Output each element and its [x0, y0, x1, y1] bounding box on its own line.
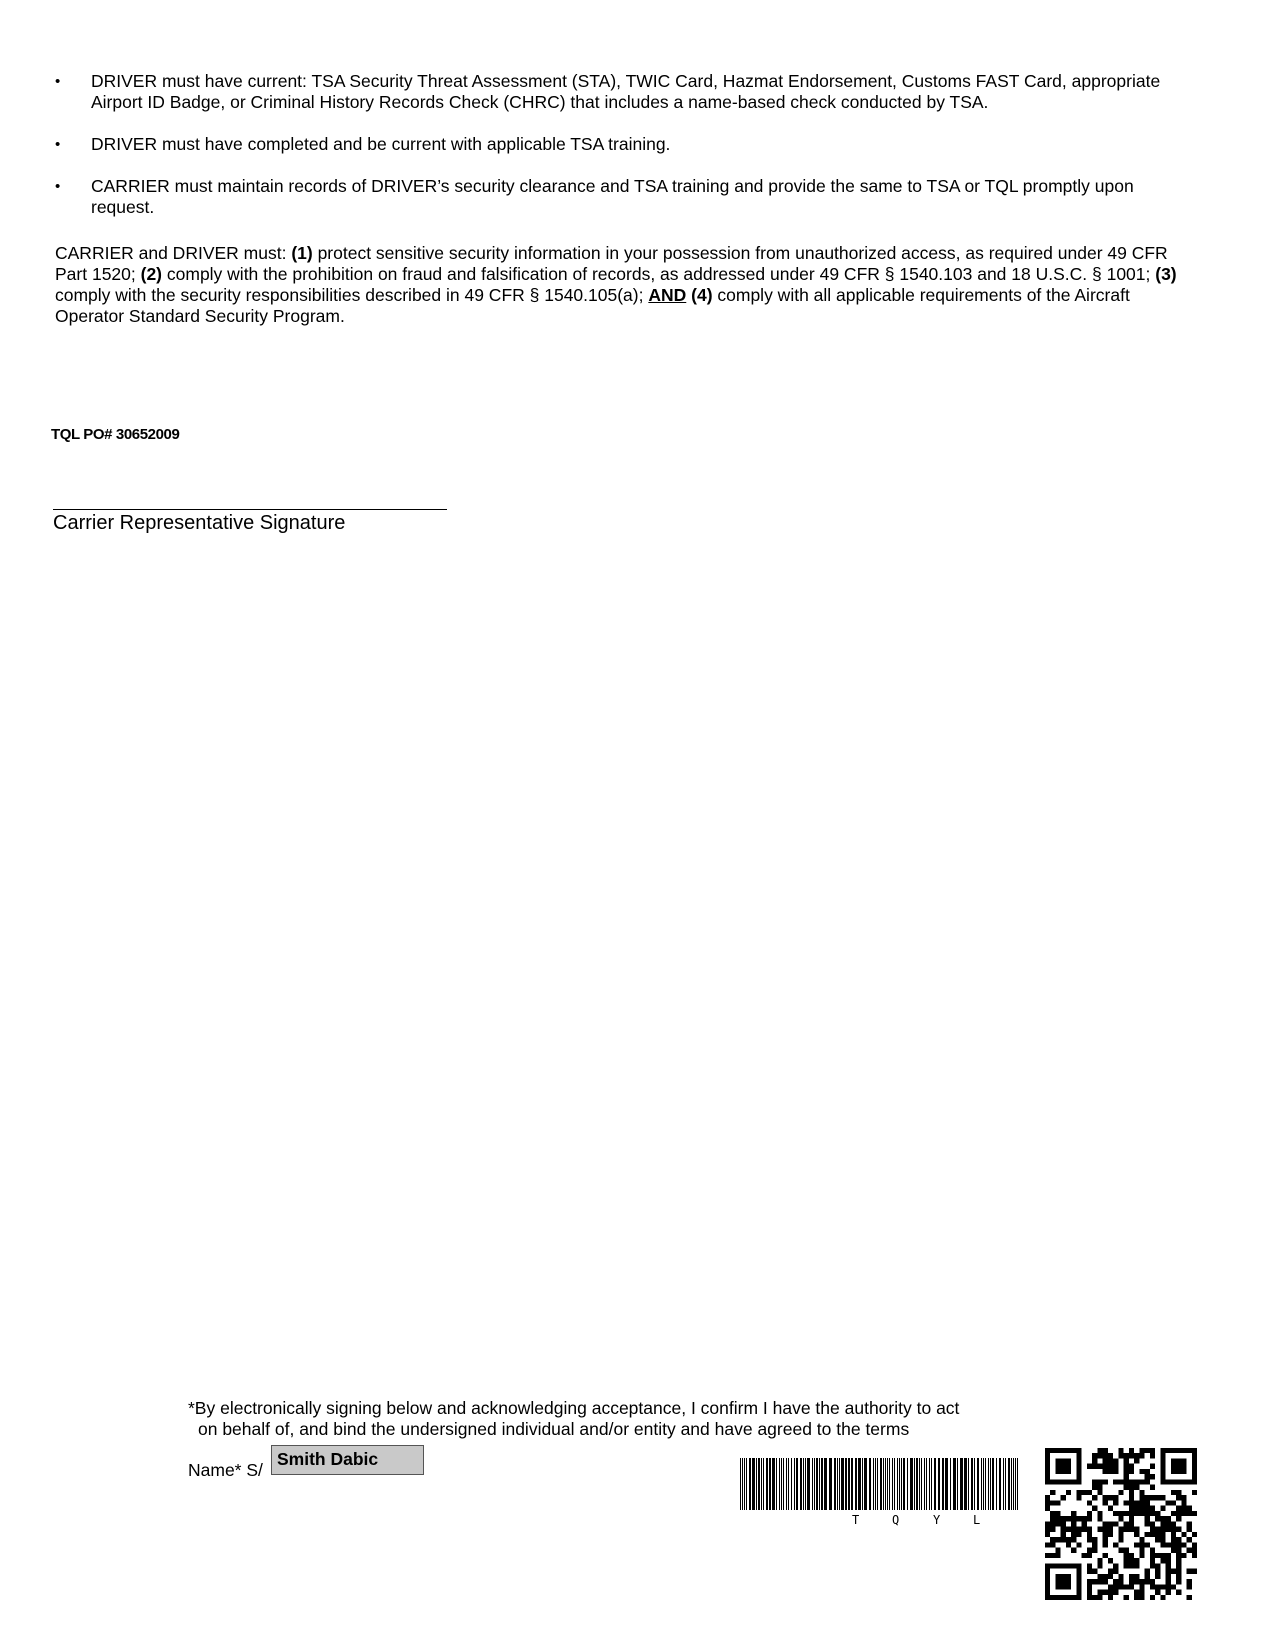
- acknowledgement-line-2: on behalf of, and bind the undersigned individual and/or entity and have agreed to the terms: [198, 1419, 910, 1439]
- barcode-letter: Q: [892, 1513, 900, 1527]
- obligation-text: protect sensitive security information in your possession from unauthorized access, as required under 49 CFR Part 1520;: [55, 243, 1168, 284]
- barcode-letter: L: [973, 1513, 981, 1527]
- barcode-caption: [740, 1513, 1020, 1529]
- requirement-records: [55, 176, 1185, 218]
- bullet-glyph: •: [55, 136, 61, 153]
- item-number: (4): [691, 285, 713, 305]
- barcode-letter: T: [852, 1513, 860, 1527]
- obligation-text: comply with all applicable requirements of the Aircraft Operator Standard Security Program.: [55, 285, 1130, 326]
- barcode-letter: Y: [933, 1513, 941, 1527]
- bullet-glyph: •: [55, 178, 61, 195]
- name-field[interactable]: Smith Dabic: [271, 1445, 424, 1475]
- obligations-paragraph: [55, 243, 1185, 327]
- acknowledgement-line-1: *By electronically signing below and acknowledging acceptance, I confirm I have the authority to act: [188, 1398, 960, 1418]
- signature-line[interactable]: [53, 509, 447, 510]
- acknowledgement-text: [188, 1398, 1038, 1440]
- and-emphasis: AND: [648, 285, 687, 305]
- requirement-text: DRIVER must have completed and be current with applicable TSA training.: [91, 134, 671, 154]
- requirement-training: [55, 134, 1185, 155]
- requirement-sta: [55, 71, 1185, 113]
- bullet-glyph: •: [55, 73, 61, 90]
- barcode-image: [740, 1458, 1020, 1516]
- obligations-intro: CARRIER and DRIVER must:: [55, 243, 292, 263]
- obligation-text: comply with the security responsibilities described in 49 CFR § 1540.105(a);: [55, 285, 649, 305]
- item-number: (2): [140, 264, 163, 284]
- name-field-label: Name* S/: [188, 1460, 263, 1480]
- signature-label: Carrier Representative Signature: [53, 512, 346, 534]
- requirement-text: CARRIER must maintain records of DRIVER’s security clearance and TSA training and provide the same to TSA or TQL promptly upon request.: [91, 176, 1134, 217]
- item-number: (1): [291, 243, 313, 263]
- item-number: (3): [1155, 264, 1177, 284]
- po-number: TQL PO# 30652009: [51, 426, 180, 443]
- qr-code-image: [1045, 1448, 1197, 1600]
- obligation-text: comply with the prohibition on fraud and falsification of records, as addressed under 49 CFR § 1540.103 and 18 U.S.C. § 1001;: [162, 264, 1156, 284]
- requirement-text: DRIVER must have current: TSA Security Threat Assessment (STA), TWIC Card, Hazmat Endorsement, Customs FAST Card, appropriate Airport ID Badge, or Criminal History Records Check (CHRC) that includes a name-based check conducted by TSA.: [91, 71, 1161, 112]
